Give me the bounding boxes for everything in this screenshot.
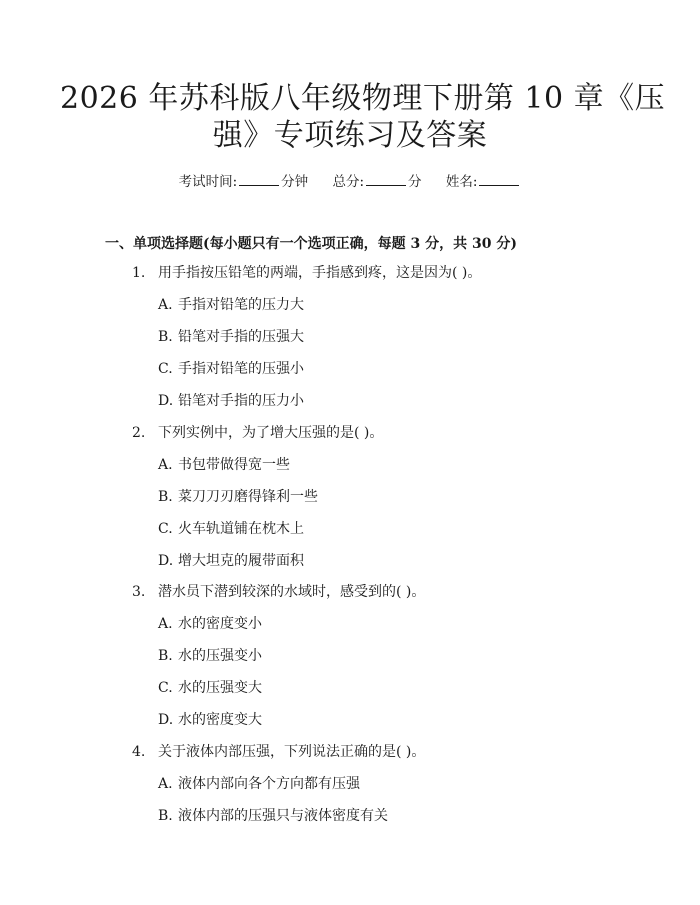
option-text: 水的压强变小: [178, 648, 262, 664]
option-text: 水的密度变大: [178, 712, 262, 728]
question-text: 下列实例中，为了增大压强的是( )。: [158, 425, 384, 441]
option-1a: [158, 294, 304, 314]
option-2a: [158, 454, 290, 474]
option-text: 铅笔对手指的压强大: [178, 329, 304, 345]
option-letter: B.: [158, 329, 173, 345]
option-text: 手指对铅笔的压强小: [178, 361, 304, 377]
option-text: 水的压强变大: [178, 680, 262, 696]
option-letter: D.: [158, 553, 174, 569]
student-name-field: [446, 170, 522, 190]
question-3: [132, 581, 425, 601]
question-number: 1.: [132, 265, 146, 281]
option-4a: [158, 773, 360, 793]
total-score-label: 总分:: [332, 174, 365, 190]
option-letter: C.: [158, 361, 173, 377]
option-1d: [158, 390, 304, 410]
question-4: [132, 741, 425, 761]
question-1: [132, 262, 481, 282]
option-text: 书包带做得宽一些: [178, 457, 290, 473]
exam-time-label: 考试时间:: [178, 174, 238, 190]
section-heading: 一、单项选择题(每小题只有一个选项正确，每题 3 分，共 30 分): [105, 236, 517, 252]
option-letter: D.: [158, 712, 174, 728]
option-letter: C.: [158, 680, 173, 696]
option-letter: A.: [158, 457, 173, 473]
option-letter: D.: [158, 393, 174, 409]
question-number: 3.: [132, 584, 146, 600]
option-1b: [158, 326, 304, 346]
question-text: 潜水员下潜到较深的水域时，感受到的( )。: [158, 584, 426, 600]
question-2: [132, 422, 383, 442]
option-3a: [158, 613, 262, 633]
option-text: 铅笔对手指的压力小: [178, 393, 304, 409]
option-1c: [158, 358, 304, 378]
option-2d: [158, 550, 304, 570]
option-2c: [158, 518, 304, 538]
total-score-blank: [366, 173, 406, 186]
total-score-unit: 分: [408, 174, 422, 190]
document-title-line-1: 2026 年苏科版八年级物理下册第 10 章《压: [60, 81, 666, 116]
option-text: 手指对铅笔的压力大: [178, 297, 304, 313]
option-text: 增大坦克的履带面积: [178, 553, 304, 569]
option-2b: [158, 486, 318, 506]
document-title-line-2: 强》专项练习及答案: [212, 118, 488, 153]
question-number: 2.: [132, 425, 146, 441]
option-letter: A.: [158, 776, 173, 792]
exam-info-line: [0, 170, 700, 190]
option-letter: A.: [158, 297, 173, 313]
option-text: 水的密度变小: [178, 616, 262, 632]
option-letter: B.: [158, 489, 173, 505]
option-letter: B.: [158, 808, 173, 824]
exam-time-field: [179, 170, 309, 190]
option-letter: C.: [158, 521, 173, 537]
student-name-blank: [479, 173, 519, 186]
option-text: 液体内部向各个方向都有压强: [178, 776, 360, 792]
option-4b: [158, 805, 388, 825]
option-letter: A.: [158, 616, 173, 632]
exam-time-blank: [239, 173, 279, 186]
question-number: 4.: [132, 744, 146, 760]
option-text: 菜刀刀刃磨得锋利一些: [178, 489, 318, 505]
option-3d: [158, 709, 262, 729]
question-text: 用手指按压铅笔的两端，手指感到疼，这是因为( )。: [158, 265, 482, 281]
student-name-label: 姓名:: [445, 174, 478, 190]
question-text: 关于液体内部压强，下列说法正确的是( )。: [158, 744, 426, 760]
option-3b: [158, 645, 262, 665]
option-letter: B.: [158, 648, 173, 664]
option-3c: [158, 677, 262, 697]
option-text: 液体内部的压强只与液体密度有关: [178, 808, 388, 824]
exam-time-unit: 分钟: [281, 174, 309, 190]
option-text: 火车轨道铺在枕木上: [178, 521, 304, 537]
total-score-field: [332, 170, 421, 190]
